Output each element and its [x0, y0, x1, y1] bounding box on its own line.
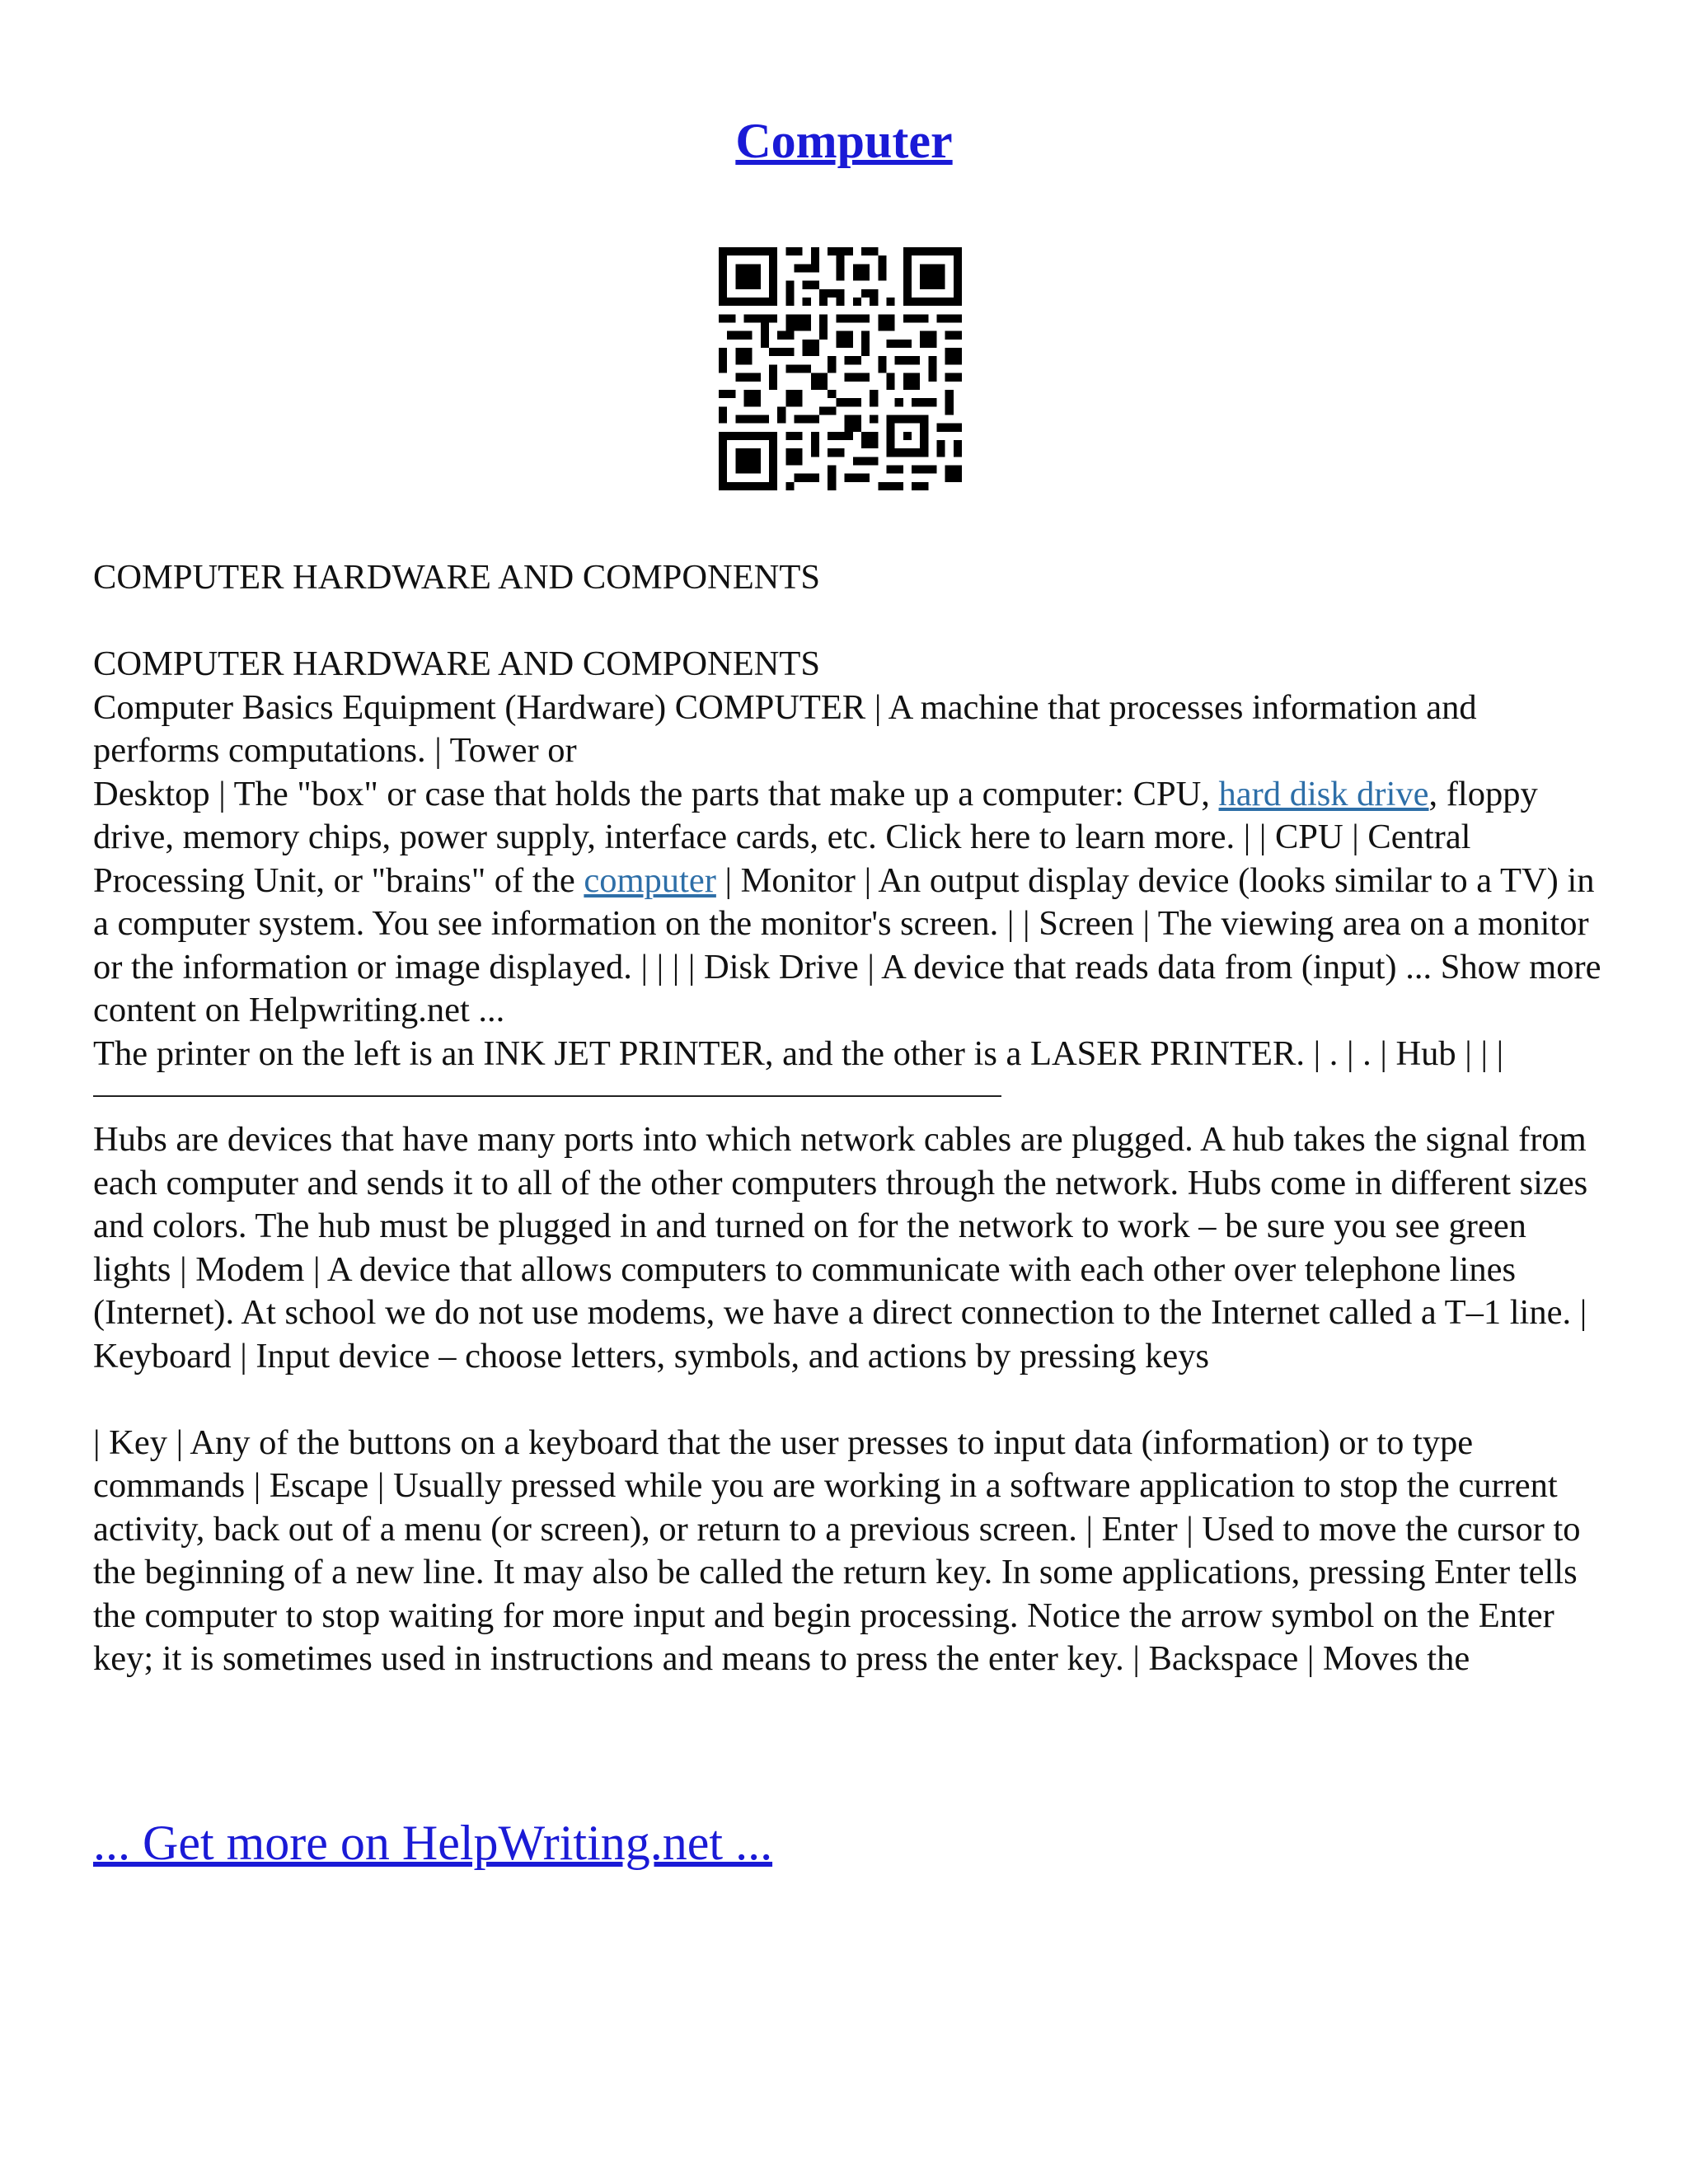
title-link[interactable]: Computer — [735, 114, 953, 168]
paragraph-text: The printer on the left is an INK JET PRINTER, and the other is a LASER PRINTER. | . | . | Hub | | | — [93, 1033, 1504, 1073]
hard-disk-drive-link[interactable]: hard disk drive — [1218, 774, 1429, 813]
paragraph-heading: COMPUTER HARDWARE AND COMPONENTS — [93, 644, 820, 683]
paragraph-text — [93, 773, 1601, 1033]
section-heading: COMPUTER HARDWARE AND COMPONENTS — [93, 558, 820, 597]
horizontal-divider — [93, 1095, 1001, 1097]
paragraph-text: Computer Basics Equipment (Hardware) COMPUTER | A machine that processes information and performs computations. | Tower or — [93, 687, 1477, 770]
get-more-link[interactable]: ... Get more on HelpWriting.net ... — [93, 1816, 773, 1870]
computer-link[interactable]: computer — [584, 860, 716, 900]
spacer — [93, 1378, 1601, 1422]
text-run: , floppy drive, memory chips, power supply, interface cards, etc. Click here to learn more. | | CPU | Central Processing Unit, or "brains" of the — [93, 774, 1538, 900]
text-run: | Monitor | An output display device (looks similar to a TV) in a computer system. You see information on the monitor's screen. | | Screen | The viewing area on a monitor or the information or image displayed. | | | | Disk Drive | A device that reads data from (input) ... Show more content on Helpwriting.net ... — [93, 860, 1601, 1029]
article-body — [93, 556, 1601, 1681]
get-more-link-container — [93, 1813, 772, 1872]
spacer — [93, 600, 1601, 644]
paragraph-text: Hubs are devices that have many ports into which network cables are plugged. A hub takes the signal from each computer and sends it to all of the other computers through the network. Hubs come in different sizes and colors. The hub must be plugged in and turned on for the network to work – be sure you see green lights | Modem | A device that allows computers to communicate with each other over telephone lines (Internet). At school we do not use modems, we have a direct connection to the Internet called a T–1 line. | Keyboard | Input device – choose letters, symbols, and actions by pressing keys — [93, 1120, 1588, 1376]
text-run: Desktop | The "box" or case that holds the parts that make up a computer: CPU, — [93, 774, 1219, 813]
paragraph-text: | Key | Any of the buttons on a keyboard that the user presses to input data (information) or to type commands | Escape | Usually pressed while you are working in a software application to stop the current activity, back out of a menu (or screen), or return to a previous screen. | Enter | Used to move the cursor to the beginning of a new line. It may also be called the return key. In some applications, pressing Enter tells the computer to stop waiting for more input and begin processing. Notice the arrow symbol on the Enter key; it is sometimes used in instructions and means to press the enter key. | Backspace | Moves the — [93, 1422, 1581, 1678]
page-title — [0, 114, 1688, 168]
qr-code-icon — [719, 247, 962, 490]
